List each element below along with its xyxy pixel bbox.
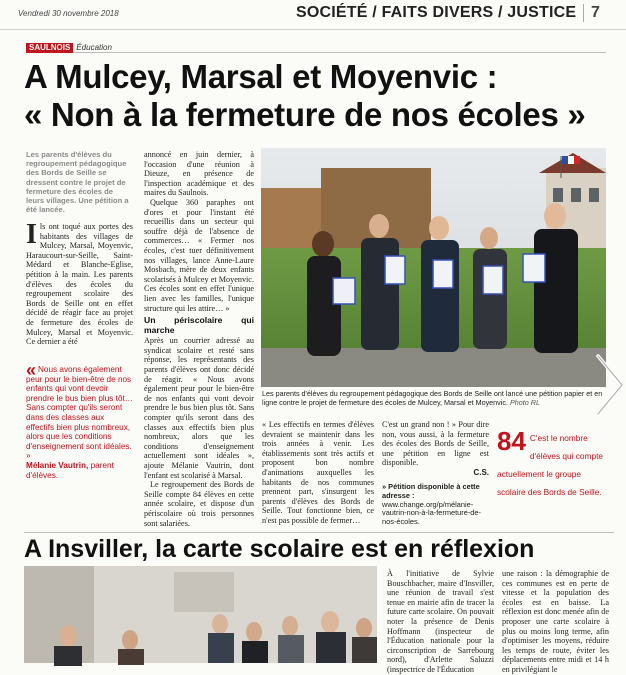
quote-text: Nous avons également peur pour le bien-être de nos enfants qui vont devoir prendre le bus bien plus tôt… Sans compter qu'ils seront dans des classes aux effectifs bien plus nombreux, alors que les conditions d'enseignement sont idéales. » [26, 365, 133, 461]
section-title: SOCIÉTÉ / FAITS DIVERS / JUSTICE [296, 4, 577, 21]
petition-box [382, 483, 489, 527]
author-signature: C.S. [473, 467, 489, 477]
subheading: Un périscolaire qui marche [144, 315, 254, 335]
caption-text: Les parents d'élèves du regroupement pédagogique des Bords de Seille ont lancé une pétition papier et en ligne contre le projet de fermeture des écoles de Mulcey, Marsal et Moyenvic. [262, 389, 603, 407]
body-paragraph: Quelque 360 paraphes ont d'ores et pour l'instant été recueillis dans un secteur qui souffre déjà de l'absence de commerces… « Fermer nos écoles, c'est tuer définitivement nos villages, lance Anne-Laure Mosbach, mère de deux enfants scolarisés à Mulcey et Moyenvic. Ces écoles sont en effet l'unique lien avec les familles, l'unique structure qui les attire… » [144, 197, 254, 313]
photo-credit: Photo RL [509, 397, 540, 407]
article-lead: Les parents d'élèves du regroupement pédagogique des Bords de Seille se dressent contre le projet de fermeture des écoles de leurs villages. Une pétition a été lancée. [26, 150, 129, 215]
photo-caption [262, 390, 606, 407]
pull-quote [26, 360, 133, 480]
body-paragraph: Le regroupement des Bords de Seille compte 84 élèves en cette année scolaire, et dispose d'un périscolaire où trois personnes sont salariées. [144, 480, 254, 528]
body-paragraph: Après un courrier adressé au syndicat scolaire et resté sans réponse, les représentants des parents d'élèves ont donc décidé de réagir. « Nous avons également peur pour le bien-être de nos enfants qui vont devoir prendre le bus bien plus tôt. Sans compter qu'ils seront dans des classes aux effectifs bien plus nombreux, alors que les conditions d'enseignement actuellement sont idéales », ajoute Mélanie Vautrin, dont l'enfant est scolarisé à Marsal. [144, 336, 254, 480]
chevron-right-icon [594, 350, 626, 420]
petition-label: » Pétition disponible à cette adresse : [382, 482, 480, 500]
stat-text: C'est le nombre d'élèves qui compte actuellement le groupe scolaire des Bords de Seille. [497, 433, 603, 497]
page-header [0, 0, 626, 30]
issue-date: Vendredi 30 novembre 2018 [18, 9, 119, 18]
petition-link[interactable]: www.change.org/p/mélanie-vautrin-non-à-la-fermeture-de-nos-écoles. [382, 499, 481, 527]
article-headline [24, 58, 614, 134]
article-body-col3: « Les effectifs en termes d'élèves devraient se maintenir dans les trois années à venir. Les établissements sont très actifs et proposent bon nombre d'animations auxquelles les habitants de nos communes prennent part, s'insurgent les parents d'élèves des Bords de Seille. Tout fonctionne bien, ce n'est pas possible de fermer… [262, 420, 374, 525]
body-paragraph: C'est un grand non ! » Pour dire non, vous aussi, à la fermeture des écoles des Bords de Seille, une pétition en ligne est disponible. [382, 420, 489, 468]
drop-cap: I [26, 219, 37, 250]
stat-number: 84 [497, 426, 526, 456]
location-tag: SAULNOIS [26, 43, 73, 53]
group-photo-illustration [261, 148, 606, 387]
quote-author: Mélanie Vautrin, [26, 460, 89, 470]
stat-box [497, 428, 609, 500]
headline-line-2: « Non à la fermeture de nos écoles » [24, 96, 586, 133]
article-body-col2 [144, 150, 254, 528]
second-article-photo [24, 566, 377, 663]
article-photo [261, 148, 606, 387]
article-body-col4 [382, 420, 489, 478]
quote-role: parent d'élèves. [26, 460, 114, 480]
quote-mark-icon: « [26, 360, 37, 380]
second-article-headline: A Insviller, la carte scolaire est en réflexion [24, 532, 614, 564]
page-number: 7 [583, 4, 600, 22]
body-text: ls ont toqué aux portes des habitants des villages de Mulcey, Marsal, Moyenvic, Haraucourt-sur-Seille, Saint-Médard et Blanche-Eglise, pétition à la main. Les parents d'élèves des écoles du regroupement scolaire des Bords de Seille ont en effet décidé de réagir face au projet de fermeture des écoles de Mulcey, Marsal et Moyenvic. Ce dernier a été [26, 222, 133, 347]
category-tag: Éducation [76, 43, 112, 52]
second-article-body-col2: une raison : la démographie de ces communes est en perte de vitesse et la population des écoles est en baisse. La réflexion est donc menée afin de proposer une carte scolaire à plus ou moins long terme, afin d'optimiser les moyens, réduire les temps de route, éviter les déplacements entre midi et 14 h en privilégiant le [502, 569, 609, 674]
second-article-body-col1: À l'initiative de Sylvie Bouschbacher, maire d'Insviller, une réunion de travail s'est tenue en mairie afin de tracer la future carte scolaire. On pouvait noter la présence de Denis Hoffmann (inspecteur de l'Éducation nationale pour la circonscription de Sarrebourg nord), d'Arlette Saluzzi (inspectrice de l'Éducation [387, 569, 494, 674]
meeting-photo-illustration [24, 566, 377, 663]
next-page-button[interactable] [594, 350, 626, 420]
body-paragraph: annoncé en juin dernier, à l'occasion d'une réunion à Dieuze, en présence de l'inspection académique et des maires du Saulnois. [144, 150, 254, 198]
article-kicker [26, 43, 606, 53]
article-body-col1 [26, 219, 133, 347]
headline-line-1: A Mulcey, Marsal et Moyenvic : [24, 58, 498, 95]
